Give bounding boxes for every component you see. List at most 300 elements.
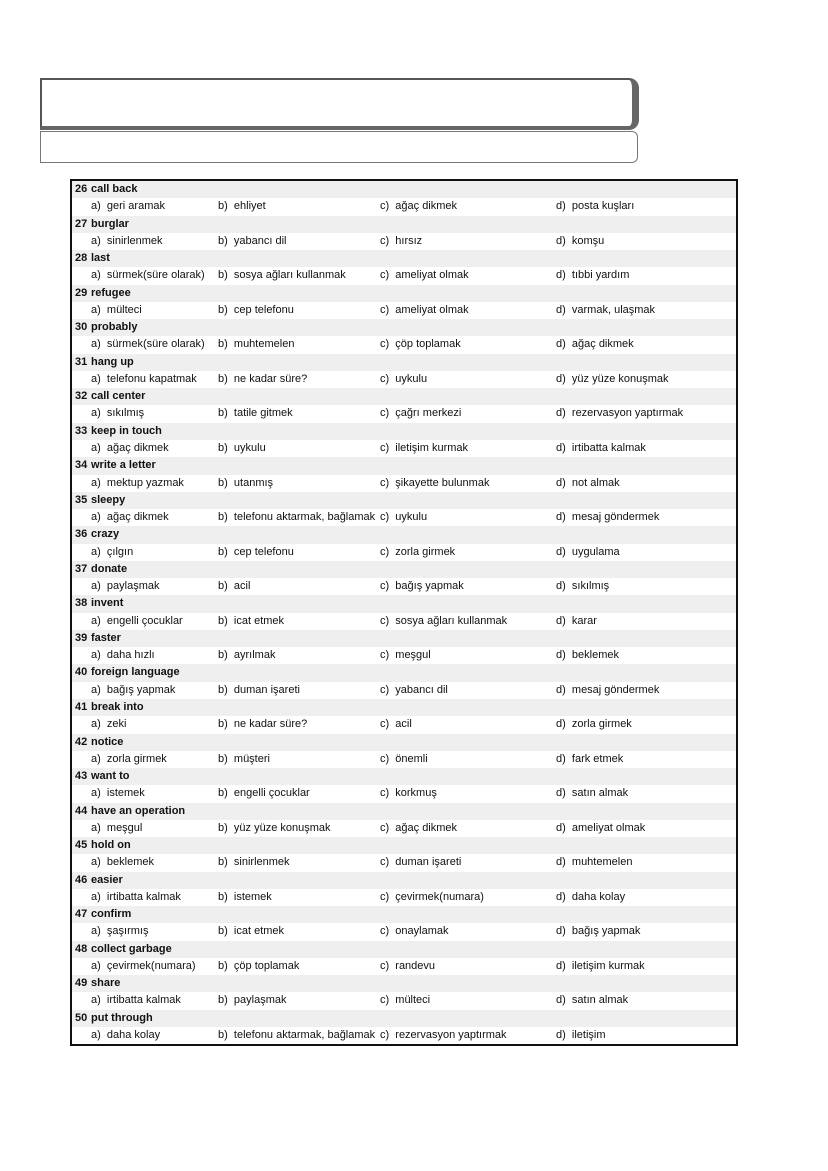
option-a[interactable]: a) sinirlenmek [91,234,163,247]
question-row [72,699,736,716]
option-a[interactable]: a) paylaşmak [91,580,160,593]
option-a[interactable]: a) istemek [91,787,145,800]
option-text: tatile gitmek [233,407,293,420]
option-a[interactable]: a) zeki [91,718,127,731]
option-text: satın almak [571,994,629,1007]
option-a[interactable]: a) irtibatta kalmak [91,890,181,903]
option-c[interactable]: c) duman işareti [380,856,462,869]
option-d[interactable]: d) satın almak [556,994,629,1007]
option-b[interactable]: b) cep telefonu [218,303,294,316]
subtitle-box [40,131,638,163]
option-d[interactable]: d) beklemek [556,649,619,662]
option-text: ameliyat olmak [395,303,469,316]
option-text: ameliyat olmak [571,821,646,834]
options-row [72,1027,736,1044]
option-c[interactable]: c) yabancı dil [380,683,448,696]
option-text: muhtemelen [571,856,633,869]
option-text: daha kolay [571,890,626,903]
option-text: uygulama [571,545,620,558]
option-c[interactable]: c) bağış yapmak [380,580,464,593]
question-text: notice [91,735,124,748]
option-d[interactable]: d) iletişim [556,1029,606,1042]
option-text: engelli çocuklar [233,787,310,800]
question-text: donate [91,562,128,575]
option-a[interactable]: a) daha hızlı [91,649,155,662]
option-text: zorla girmek [395,545,456,558]
option-d[interactable]: d) ameliyat olmak [556,821,646,834]
option-text: randevu [395,959,436,972]
option-c[interactable]: c) çevirmek(numara) [380,890,484,903]
option-text: sosya ağları kullanmak [233,269,346,282]
option-text: zorla girmek [571,718,632,731]
option-text: sıkılmış [106,407,145,420]
options-row [72,889,736,906]
option-b[interactable]: b) muhtemelen [218,338,295,351]
option-text: ayrılmak [233,649,276,662]
question-row [72,319,736,336]
question-row [72,181,736,198]
option-text: rezervasyon yaptırmak [395,1029,507,1042]
option-b[interactable]: b) ayrılmak [218,649,276,662]
option-text: acil [233,580,251,593]
option-a[interactable]: a) meşgul [91,821,143,834]
option-d[interactable]: d) irtibatta kalmak [556,441,646,454]
option-text: zeki [106,718,127,731]
option-d[interactable]: d) satın almak [556,787,629,800]
option-c[interactable]: c) korkmuş [380,787,437,800]
question-row [72,1010,736,1027]
options-row [72,958,736,975]
option-c[interactable]: c) rezervasyon yaptırmak [380,1029,507,1042]
question-text: sleepy [91,493,126,506]
option-a[interactable]: a) çevirmek(numara) [91,959,196,972]
title-box [40,78,639,130]
option-text: telefonu aktarmak, bağlamak [233,1029,376,1042]
question-row [72,906,736,923]
option-text: çevirmek(numara) [395,890,484,903]
option-b[interactable]: b) uykulu [218,441,266,454]
question-text: collect garbage [91,942,172,955]
options-row [72,992,736,1009]
option-d[interactable]: d) mesaj göndermek [556,683,660,696]
option-text: korkmuş [395,787,437,800]
question-row [72,492,736,509]
question-row [72,975,736,992]
option-d[interactable]: d) tıbbi yardım [556,269,630,282]
option-text: ağaç dikmek [395,200,458,213]
option-text: sinirlenmek [106,234,163,247]
option-text: ağaç dikmek [106,511,169,524]
option-text: şaşırmış [106,925,149,938]
option-a[interactable]: a) geri aramak [91,200,165,213]
option-c[interactable]: c) meşgul [380,649,431,662]
option-text: daha hızlı [106,649,155,662]
question-text: invent [91,597,124,610]
option-text: utanmış [233,476,274,489]
option-c[interactable]: c) mülteci [380,994,431,1007]
option-text: sinirlenmek [233,856,290,869]
option-text: satın almak [571,787,629,800]
question-row [72,216,736,233]
question-number: 32 [75,390,88,403]
option-c[interactable]: c) onaylamak [380,925,449,938]
question-row [72,285,736,302]
option-text: tıbbi yardım [571,269,630,282]
option-b[interactable]: b) utanmış [218,476,274,489]
question-row [72,457,736,474]
options-row [72,716,736,733]
question-number: 34 [75,459,88,472]
option-b[interactable]: b) istemek [218,890,272,903]
question-row [72,423,736,440]
question-number: 44 [75,804,88,817]
option-d[interactable]: d) not almak [556,476,620,489]
question-number: 41 [75,700,88,713]
option-text: telefonu kapatmak [106,372,197,385]
options-row [72,302,736,319]
question-number: 42 [75,735,88,748]
question-number: 28 [75,252,88,265]
option-text: iletişim kurmak [395,441,469,454]
option-text: daha kolay [106,1029,161,1042]
option-text: ne kadar süre? [233,372,308,385]
option-text: istemek [233,890,272,903]
option-text: ne kadar süre? [233,718,308,731]
option-a[interactable]: a) beklemek [91,856,154,869]
option-c[interactable]: c) şikayette bulunmak [380,476,490,489]
option-text: rezervasyon yaptırmak [571,407,684,420]
option-text: fark etmek [571,752,624,765]
option-text: müşteri [233,752,270,765]
option-text: yüz yüze konuşmak [571,372,669,385]
option-d[interactable]: d) iletişim kurmak [556,959,645,972]
option-c[interactable]: c) acil [380,718,412,731]
option-b[interactable]: b) icat etmek [218,925,285,938]
option-c[interactable]: c) ameliyat olmak [380,303,469,316]
question-text: confirm [91,908,132,921]
option-text: ehliyet [233,200,266,213]
option-text: irtibatta kalmak [106,890,181,903]
options-row [72,613,736,630]
options-row [72,267,736,284]
option-text: muhtemelen [233,338,295,351]
option-text: ameliyat olmak [395,269,469,282]
option-text: zorla girmek [106,752,167,765]
question-text: burglar [91,217,129,230]
question-row [72,561,736,578]
question-number: 27 [75,217,88,230]
option-text: mülteci [395,994,431,1007]
question-number: 35 [75,493,88,506]
option-text: geri aramak [106,200,165,213]
question-number: 38 [75,597,88,610]
question-number: 46 [75,873,88,886]
question-number: 39 [75,631,88,644]
option-text: bağış yapmak [106,683,176,696]
option-text: uykulu [395,511,428,524]
option-a[interactable]: a) daha kolay [91,1029,161,1042]
option-d[interactable]: d) varmak, ulaşmak [556,303,656,316]
option-text: çöp toplamak [395,338,461,351]
question-number: 43 [75,770,88,783]
options-row [72,682,736,699]
option-b[interactable]: b) paylaşmak [218,994,287,1007]
option-a[interactable]: a) zorla girmek [91,752,167,765]
option-text: acil [395,718,412,731]
question-number: 49 [75,977,88,990]
option-text: mektup yazmak [106,476,184,489]
option-text: uykulu [233,441,266,454]
options-row [72,509,736,526]
option-c[interactable]: c) önemli [380,752,428,765]
option-text: hırsız [395,234,423,247]
question-row [72,526,736,543]
question-row [72,664,736,681]
option-b[interactable]: b) sinirlenmek [218,856,290,869]
option-d[interactable]: d) bağış yapmak [556,925,641,938]
option-a[interactable]: a) sürmek(süre olarak) [91,338,205,351]
option-text: şikayette bulunmak [395,476,490,489]
option-b[interactable]: b) engelli çocuklar [218,787,310,800]
option-text: yüz yüze konuşmak [233,821,331,834]
option-d[interactable]: d) muhtemelen [556,856,633,869]
option-a[interactable]: a) ağaç dikmek [91,511,169,524]
option-b[interactable]: b) sosya ağları kullanmak [218,269,346,282]
option-c[interactable]: c) randevu [380,959,436,972]
option-text: yabancı dil [395,683,448,696]
option-text: beklemek [571,649,619,662]
option-text: mesaj göndermek [571,511,660,524]
option-text: paylaşmak [106,580,160,593]
option-text: sıkılmış [571,580,610,593]
option-b[interactable]: b) telefonu aktarmak, bağlamak [218,511,376,524]
options-row [72,233,736,250]
option-c[interactable]: c) iletişim kurmak [380,441,469,454]
question-number: 33 [75,424,88,437]
option-text: meşgul [106,821,143,834]
option-b[interactable]: b) çöp toplamak [218,959,300,972]
question-text: have an operation [91,804,186,817]
option-b[interactable]: b) tatile gitmek [218,407,293,420]
option-a[interactable]: a) çılgın [91,545,134,558]
question-text: share [91,977,121,990]
options-row [72,371,736,388]
options-row [72,647,736,664]
option-b[interactable]: b) acil [218,580,251,593]
option-d[interactable]: d) mesaj göndermek [556,511,660,524]
question-text: crazy [91,528,120,541]
option-text: duman işareti [233,683,300,696]
option-text: sürmek(süre olarak) [106,269,205,282]
option-text: sosya ağları kullanmak [395,614,508,627]
option-c[interactable]: c) uykulu [380,372,428,385]
option-d[interactable]: d) rezervasyon yaptırmak [556,407,684,420]
option-c[interactable]: c) zorla girmek [380,545,456,558]
option-text: bağış yapmak [571,925,641,938]
option-text: duman işareti [395,856,462,869]
option-a[interactable]: a) mektup yazmak [91,476,184,489]
option-d[interactable]: d) posta kuşları [556,200,635,213]
question-number: 47 [75,908,88,921]
option-a[interactable]: a) sıkılmış [91,407,145,420]
question-number: 26 [75,183,88,195]
option-d[interactable]: d) yüz yüze konuşmak [556,372,669,385]
option-a[interactable]: a) bağış yapmak [91,683,176,696]
option-b[interactable]: b) ne kadar süre? [218,372,308,385]
question-text: want to [91,770,130,783]
option-text: paylaşmak [233,994,287,1007]
option-a[interactable]: a) telefonu kapatmak [91,372,197,385]
options-row [72,336,736,353]
question-row [72,630,736,647]
option-text: onaylamak [395,925,449,938]
option-d[interactable]: d) zorla girmek [556,718,632,731]
option-text: çöp toplamak [233,959,300,972]
question-row [72,388,736,405]
option-text: uykulu [395,372,428,385]
option-a[interactable]: a) ağaç dikmek [91,441,169,454]
option-c[interactable]: c) çöp toplamak [380,338,461,351]
question-row [72,803,736,820]
question-row [72,837,736,854]
option-a[interactable]: a) şaşırmış [91,925,149,938]
option-text: irtibatta kalmak [106,994,181,1007]
option-d[interactable]: d) ağaç dikmek [556,338,634,351]
option-text: ağaç dikmek [106,441,169,454]
question-number: 45 [75,839,88,852]
option-text: cep telefonu [233,545,294,558]
question-text: foreign language [91,666,180,679]
option-text: engelli çocuklar [106,614,183,627]
options-row [72,405,736,422]
option-text: komşu [571,234,605,247]
question-text: keep in touch [91,424,162,437]
question-text: call back [91,183,138,195]
option-b[interactable]: b) ehliyet [218,200,266,213]
question-row [72,872,736,889]
vocabulary-quiz-table [70,179,738,1046]
question-row [72,734,736,751]
question-row [72,768,736,785]
options-row [72,751,736,768]
option-d[interactable]: d) fark etmek [556,752,624,765]
option-d[interactable]: d) sıkılmış [556,580,610,593]
question-text: last [91,252,110,265]
option-text: ağaç dikmek [395,821,458,834]
option-d[interactable]: d) uygulama [556,545,620,558]
option-c[interactable]: c) uykulu [380,511,428,524]
question-text: put through [91,1011,153,1024]
question-row [72,595,736,612]
option-d[interactable]: d) karar [556,614,597,627]
options-row [72,854,736,871]
option-text: iletişim [571,1029,606,1042]
option-text: cep telefonu [233,303,294,316]
option-text: istemek [106,787,145,800]
option-text: ağaç dikmek [571,338,634,351]
question-row [72,354,736,371]
option-c[interactable]: c) sosya ağları kullanmak [380,614,508,627]
options-row [72,475,736,492]
options-row [72,578,736,595]
question-text: refugee [91,286,131,299]
options-row [72,440,736,457]
question-number: 40 [75,666,88,679]
option-text: not almak [571,476,620,489]
option-text: iletişim kurmak [571,959,645,972]
question-text: faster [91,631,121,644]
option-a[interactable]: a) irtibatta kalmak [91,994,181,1007]
question-text: call center [91,390,146,403]
question-number: 50 [75,1011,88,1024]
options-row [72,198,736,215]
option-text: çevirmek(numara) [106,959,196,972]
option-b[interactable]: b) telefonu aktarmak, bağlamak [218,1029,376,1042]
option-text: telefonu aktarmak, bağlamak [233,511,376,524]
option-c[interactable]: c) ameliyat olmak [380,269,469,282]
option-text: önemli [395,752,428,765]
question-number: 29 [75,286,88,299]
option-c[interactable]: c) hırsız [380,234,423,247]
option-c[interactable]: c) ağaç dikmek [380,200,458,213]
option-a[interactable]: a) engelli çocuklar [91,614,183,627]
option-b[interactable]: b) yabancı dil [218,234,287,247]
question-text: easier [91,873,123,886]
option-text: çağrı merkezi [395,407,462,420]
option-text: bağış yapmak [395,580,464,593]
question-text: hang up [91,355,134,368]
option-text: posta kuşları [571,200,635,213]
option-text: beklemek [106,856,154,869]
option-b[interactable]: b) müşteri [218,752,270,765]
question-number: 37 [75,562,88,575]
option-text: mülteci [106,303,142,316]
option-d[interactable]: d) komşu [556,234,605,247]
option-text: çılgın [106,545,134,558]
options-row [72,923,736,940]
option-a[interactable]: a) mülteci [91,303,142,316]
option-b[interactable]: b) yüz yüze konuşmak [218,821,331,834]
option-text: icat etmek [233,925,285,938]
option-text: sürmek(süre olarak) [106,338,205,351]
options-row [72,785,736,802]
option-b[interactable]: b) cep telefonu [218,545,294,558]
option-text: mesaj göndermek [571,683,660,696]
question-number: 30 [75,321,88,334]
question-number: 31 [75,355,88,368]
option-text: meşgul [395,649,431,662]
options-row [72,820,736,837]
option-b[interactable]: b) duman işareti [218,683,300,696]
option-d[interactable]: d) daha kolay [556,890,626,903]
option-text: karar [571,614,597,627]
option-text: icat etmek [233,614,285,627]
option-a[interactable]: a) sürmek(süre olarak) [91,269,205,282]
question-text: break into [91,700,144,713]
question-text: hold on [91,839,131,852]
option-c[interactable]: c) ağaç dikmek [380,821,458,834]
option-text: irtibatta kalmak [571,441,646,454]
question-number: 48 [75,942,88,955]
question-row [72,941,736,958]
option-c[interactable]: c) çağrı merkezi [380,407,462,420]
option-text: varmak, ulaşmak [571,303,656,316]
option-b[interactable]: b) icat etmek [218,614,285,627]
question-text: probably [91,321,138,334]
question-text: write a letter [91,459,156,472]
option-text: yabancı dil [233,234,287,247]
option-b[interactable]: b) ne kadar süre? [218,718,308,731]
